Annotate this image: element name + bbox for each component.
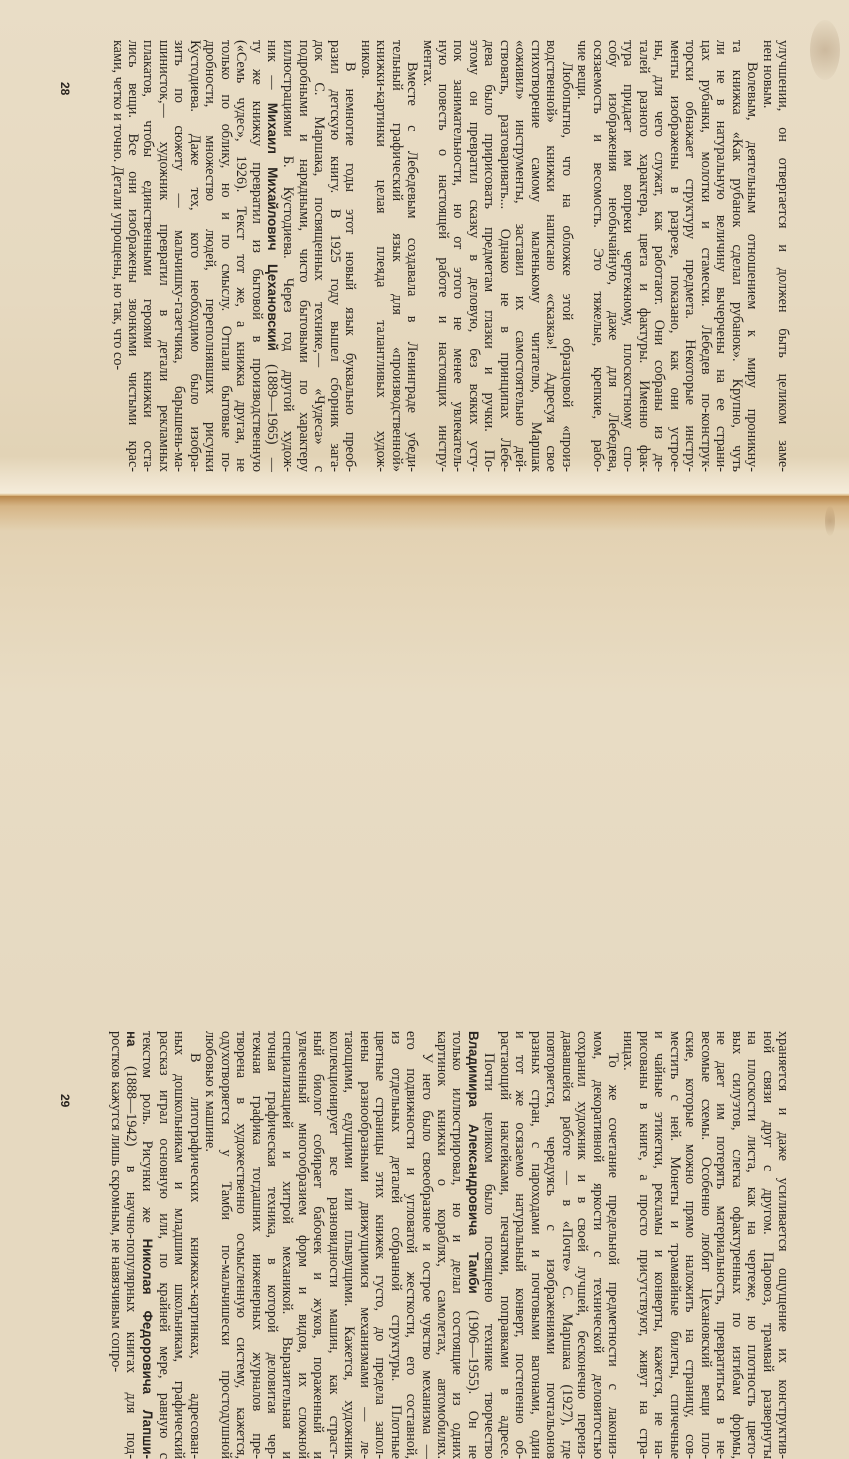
text-line: стихотворение самому маленькому читателю, Маршак: [527, 40, 544, 472]
page-29-text: [107, 1031, 790, 1459]
text-line: ников.: [357, 40, 374, 79]
text-line: книжки-картинки целая плеяда талантливых худож-: [373, 40, 390, 472]
text-line: док С. Маршака, посвященных технике,— «Чудеса» с: [311, 40, 328, 472]
text-line: плакатов, чтобы единственными героями книжки оста-: [140, 40, 157, 472]
text-line: В немногие годы этот новый язык буквально преоб-: [342, 62, 359, 472]
text-line: тура придает им вопреки чертежному, плоскостному спо-: [620, 40, 637, 472]
text-line: из отдельных деталей собранной структуры. Плотные: [387, 1031, 404, 1459]
text-line: рисованы в книге, а просто присутствуют, живут на стра-: [635, 1031, 652, 1459]
text-line: ник — Михаил Михайлович Цехановский (1889—1965) —: [264, 40, 281, 472]
text-line: В литографических книжках-картинках, адресован-: [186, 1053, 203, 1459]
page-28: [0, 0, 849, 496]
text-line: дававшейся работе — в «Почте» С. Маршака (1927), где: [558, 1031, 575, 1459]
text-line: Волевым, деятельным отношением к миру проникну-: [744, 62, 761, 472]
text-line: ками, четко и точно. Детали упрощены, но так, что со-: [109, 40, 126, 371]
text-line: на плоскости листа, как на чертеже, но плотность цвето-: [744, 1031, 761, 1459]
text-line: ли не в натуральную величину вычерчены на ее страни-: [713, 40, 730, 472]
text-line: сохранил художник и в своей лучшей, бесконечно переиз-: [574, 1031, 591, 1459]
text-line: текстом роль. Рисунки же Николая Федоровича Лапши-: [139, 1031, 156, 1459]
text-line: разил детскую книгу. В 1925 году вышел сборник зага-: [326, 40, 343, 472]
text-line: ных дошкольникам и младшим школьникам, графический: [171, 1031, 188, 1459]
text-line: специализацией и хитрой механикой. Выразительная и: [279, 1031, 296, 1459]
text-line: Любопытно, что на обложке этой образцовой «произ-: [558, 62, 575, 472]
text-line: чие вещи.: [574, 40, 591, 100]
paper-stain: [825, 506, 835, 536]
text-line: тающими, едущими или плывущими. Кажется, художник: [341, 1031, 358, 1459]
text-line: ницах.: [620, 1031, 637, 1071]
text-line: цах рубанки, молотки и стамески. Лебедев по-конструк-: [697, 40, 714, 472]
text-line: ной связи друг с другом. Паровоз, трамвай развернуты: [759, 1031, 776, 1459]
text-line: храняется и даже усиливается ощущение их конструктив-: [775, 1031, 791, 1459]
text-line: нен новым.: [759, 40, 776, 109]
text-line: весомые схемы. Особенно любит Цехановский вещи пло-: [697, 1031, 714, 1459]
text-line: Владимира Александровича Тамби (1906—1955). Он не: [464, 1031, 481, 1459]
text-line: любовью к машине.: [202, 1031, 219, 1152]
text-line: торски обнажает структуру предмета. Некоторые инстру-: [682, 40, 699, 472]
page-29: [0, 496, 849, 1459]
text-line: ны, для чего служат, как работают. Они собраны из де-: [651, 40, 668, 472]
text-line: ростков кажутся лишь скромным, не навязчивым сопро-: [107, 1031, 124, 1373]
text-line: увлеченный многообразием форм и видов, их сложной: [294, 1031, 311, 1459]
text-line: шинисток,— художник превратил в детали рекламных: [155, 40, 172, 472]
text-line: цветные страницы этих книжек густо, до предела запол-: [372, 1031, 389, 1459]
text-line: на (1888—1942) в научно-популярных книгах для под-: [122, 1031, 139, 1459]
text-line: подробными и нарядными, чисто бытовыми по характеру: [295, 40, 312, 472]
text-line: менты изображены в разрезе, показано, как они устрое-: [666, 40, 683, 472]
text-line: тельный графический язык для «производственной»: [388, 40, 405, 472]
text-line: растающий наклейками, печатями, поправками в адресе.: [496, 1031, 513, 1459]
text-line: улучшении, он отвергается и должен быть целиком заме-: [775, 40, 791, 472]
text-line: водственной» книжки написано «сказка»! Адресуя свое: [543, 40, 560, 472]
text-line: только иллюстрировал, но и делал состоящие из одних: [449, 1031, 466, 1459]
text-line: иллюстрациями Б. Кустодиева. Через год другой худож-: [280, 40, 297, 472]
text-line: только по облику, но и по смыслу. Отпали бытовые по-: [217, 40, 234, 472]
text-line: нены разнообразными движущимися механизмами — ле-: [356, 1031, 373, 1459]
text-line: Почти целиком было посвящено технике творчество: [481, 1053, 498, 1459]
text-line: тежная графика тогдашних инженерных журналов пре-: [248, 1031, 265, 1459]
text-line: рассказ играл основную или, по крайней мере, равную с: [155, 1031, 172, 1459]
paper-stain: [810, 20, 840, 80]
text-line: одухотворяется у Тамби по-мальчишески простодушной: [217, 1031, 234, 1459]
text-line: пок занимательности, но от этого не менее увлекатель-: [450, 40, 467, 472]
text-line: ную повесть о настоящей работе и настоящих инстру-: [435, 40, 452, 472]
text-line: та книжка «Как рубанок сделал рубанок». Крупно, чуть: [728, 40, 745, 472]
page-28-text: [109, 40, 790, 472]
text-line: картинок книжки о кораблях, самолетах, автомобилях.: [434, 1031, 451, 1459]
text-line: То же сочетание предельной предметности с лакониз-: [605, 1053, 622, 1459]
text-line: дева было пририсовать предметам глазки и ручки. По-: [481, 40, 498, 472]
text-line: У него было своеобразное и острое чувство механизма —: [418, 1053, 435, 1459]
page-number-29: 29: [58, 1094, 72, 1108]
text-line: его подвижности и угловатой жесткости, его составной,: [403, 1031, 420, 1459]
text-line: вых силуэтов, слегка офактуренных по изгибам формы,: [728, 1031, 745, 1459]
text-line: Кустодиева. Даже тех, кого необходимо было изобра-: [186, 40, 203, 472]
text-line: точная графическая техника, в которой деловитая чер-: [264, 1031, 281, 1459]
text-line: зить по сюжету — мальчишку-газетчика, барышень-ма-: [171, 40, 188, 472]
text-line: не дает им потерять материальность, превратиться в не-: [713, 1031, 730, 1459]
text-line: «оживил» инструменты, заставил их самостоятельно дей-: [512, 40, 529, 472]
text-line: коллекционирует все разновидности машин, как страст-: [325, 1031, 342, 1459]
text-line: повторяется, чередуясь с изображениями почтальонов: [543, 1031, 560, 1459]
text-line: местить с ней. Монеты и трамвайные билеты, спичечные: [666, 1031, 683, 1459]
text-line: ту же книжку превратил из бытовой в производственную: [248, 40, 265, 472]
text-line: дробности, множество людей, переполнявших рисунки: [202, 40, 219, 472]
text-line: ментах.: [419, 40, 436, 87]
text-line: («Семь чудес», 1926). Текст тот же, а книжка другая, не: [233, 40, 250, 472]
text-line: лись вещи. Все они изображены звонкими чистыми крас-: [124, 40, 141, 472]
page-number-28: 28: [58, 82, 72, 96]
text-line: ный биолог собирает бабочек и жуков, пораженный и: [310, 1031, 327, 1459]
text-line: и чайные этикетки, рекламы и конверты, кажется, не на-: [651, 1031, 668, 1459]
text-line: талей разного характера, цвета и фактуры. Именно фак-: [635, 40, 652, 472]
text-line: этому он превратил сказку в деловую, без всяких усту-: [465, 40, 482, 472]
text-line: Вместе с Лебедевым создавала в Ленинграде убеди-: [404, 62, 421, 472]
text-line: собу изображения необычайную, даже для Лебедева,: [605, 40, 622, 472]
text-line: ские, которые можно прямо наложить на страницу, сов-: [682, 1031, 699, 1459]
text-line: разных стран, с пароходами и почтовыми вагонами, один: [527, 1031, 544, 1459]
text-line: мом, декоративной яркости с технической деловитостью: [589, 1031, 606, 1459]
text-line: творена в художественно осмысленную систему, кажется,: [233, 1031, 250, 1459]
text-line: и тот же осязаемо натуральный конверт, постепенно об-: [512, 1031, 529, 1459]
text-line: ствовать, разговаривать... Однако не в принципах Лебе-: [496, 40, 513, 472]
text-line: осязаемость и весомость. Это тяжелые, крепкие, рабо-: [589, 40, 606, 472]
